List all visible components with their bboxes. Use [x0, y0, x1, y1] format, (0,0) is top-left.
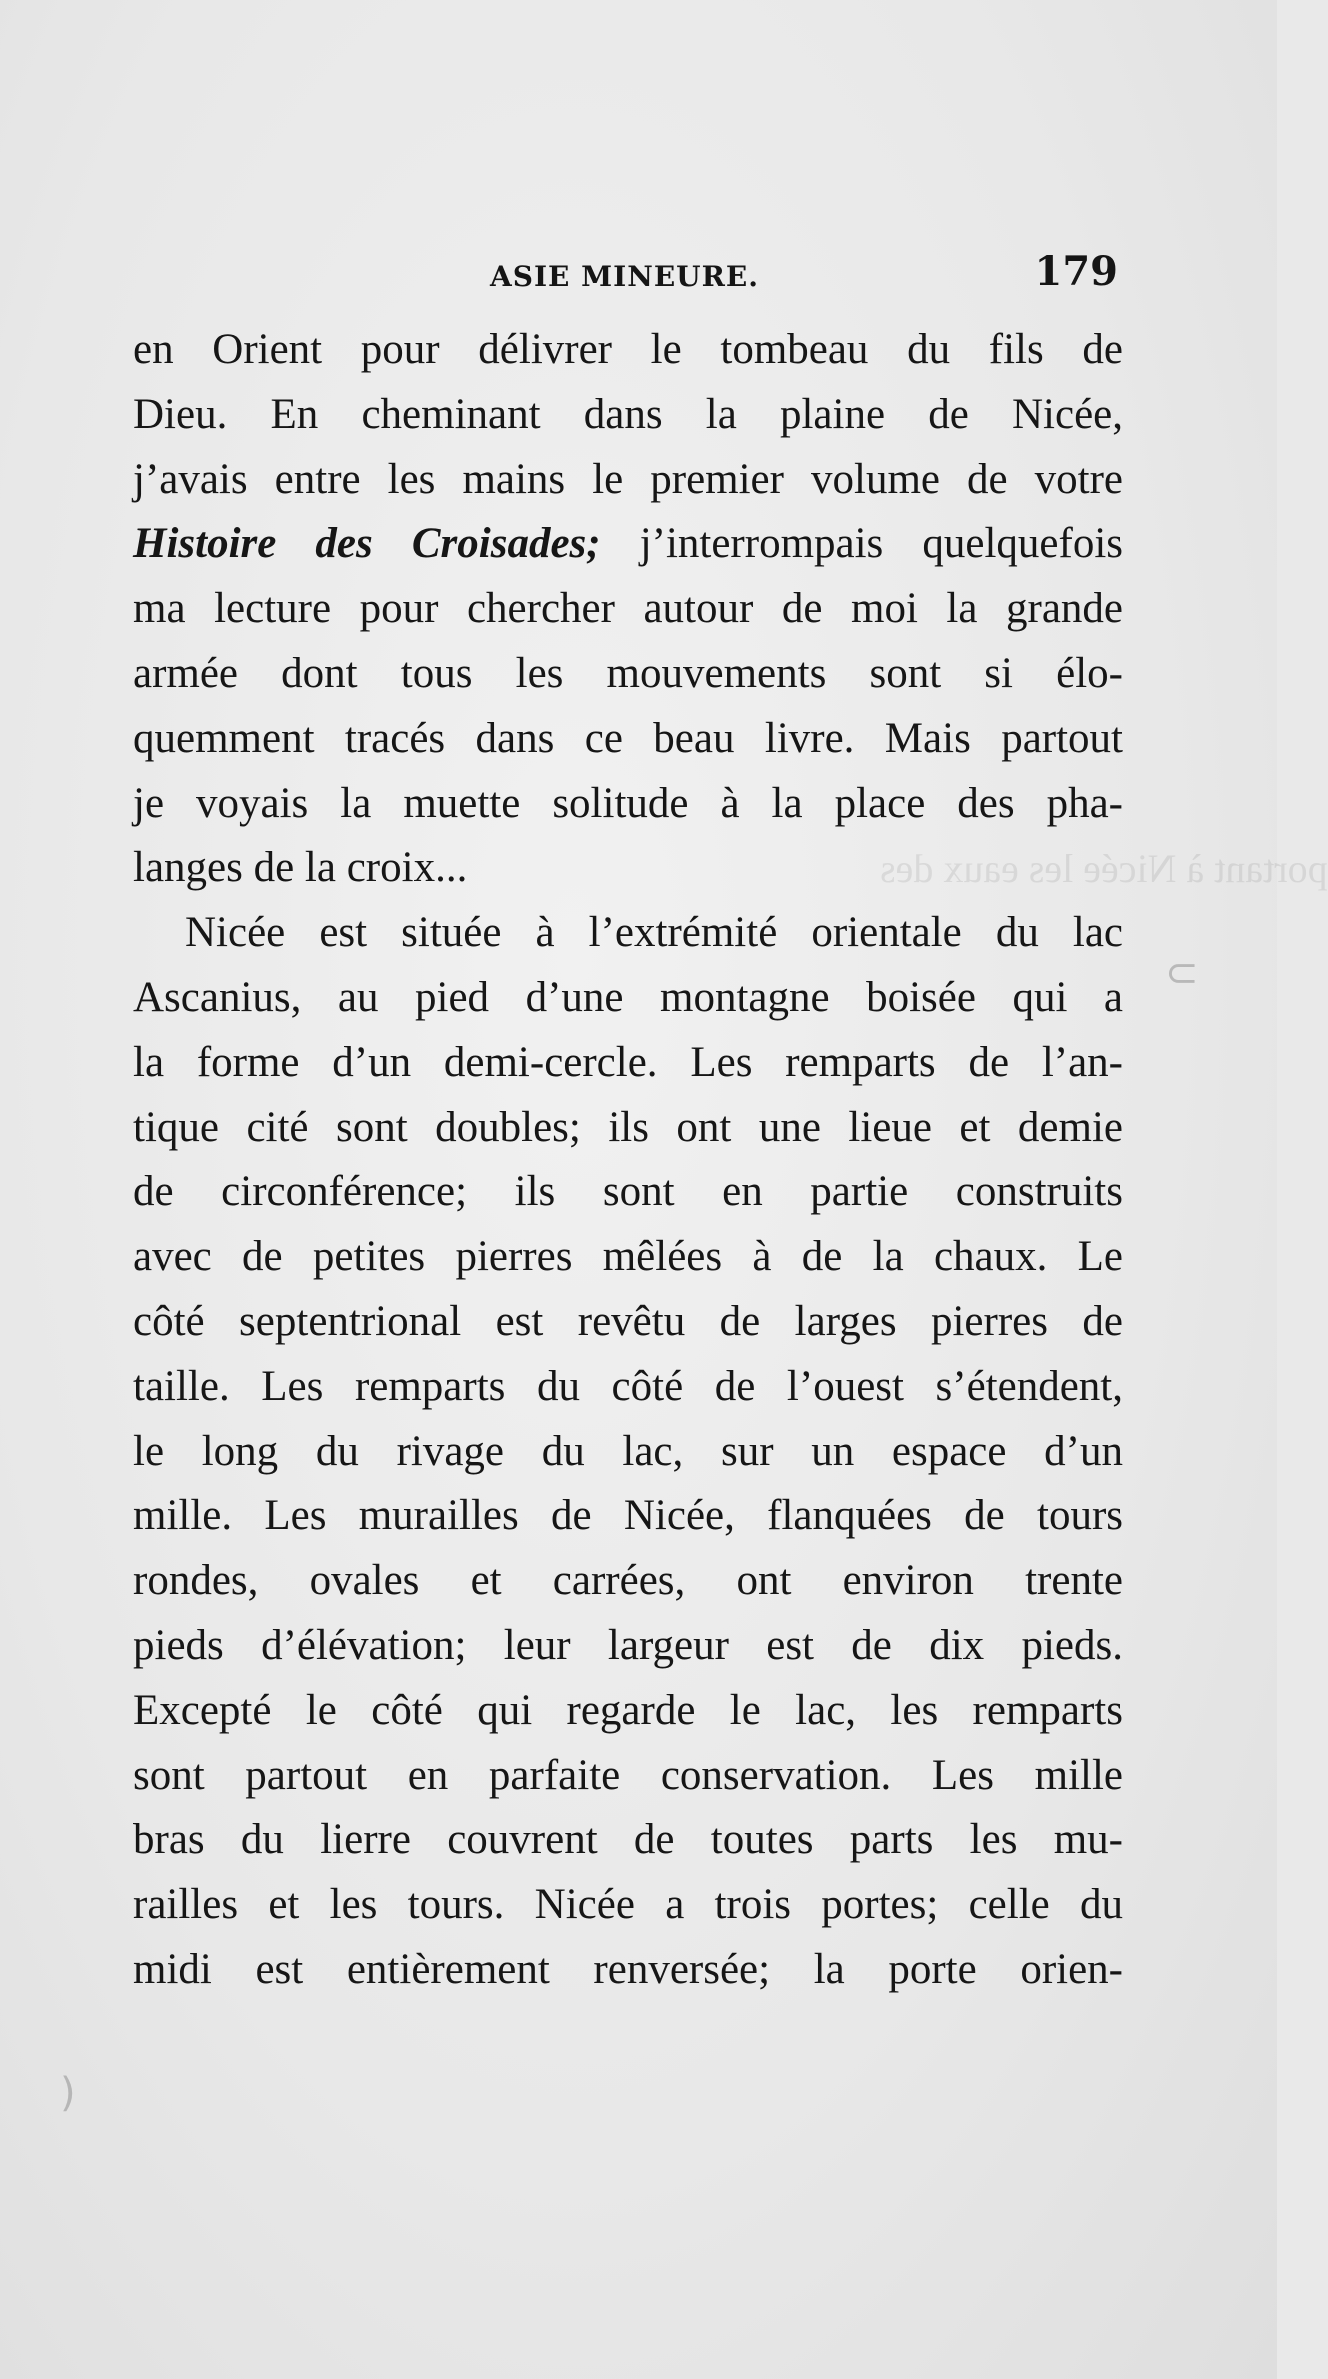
margin-mark: ⊂: [1165, 950, 1199, 996]
text-line: langes de la croix...: [133, 844, 468, 892]
book-title-italic: Histoire des Croisades;: [133, 520, 601, 568]
text-line: taille. Les remparts du côté de l’ouest s’étendent,: [133, 1362, 1123, 1410]
text-line: je voyais la muette solitude à la place des pha-: [133, 779, 1123, 827]
text-line: Excepté le côté qui regarde le lac, les remparts: [133, 1686, 1123, 1734]
text-line: avec de petites pierres mêlées à de la chaux. Le: [133, 1233, 1123, 1281]
text-line: ma lecture pour chercher autour de moi la grande: [133, 585, 1123, 633]
text-line: mille. Les murailles de Nicée, flanquées de tours: [133, 1492, 1123, 1540]
text-line: quemment tracés dans ce beau livre. Mais partout: [133, 714, 1123, 762]
text-line: pieds d’élévation; leur largeur est de dix pieds.: [133, 1621, 1123, 1669]
text-line: [133, 512, 1123, 577]
text-line: la forme d’un demi-cercle. Les remparts de l’an-: [133, 1038, 1123, 1086]
page-header: [130, 248, 1128, 308]
text-line: en Orient pour délivrer le tombeau du fils de: [133, 326, 1123, 373]
page-number: 179: [1034, 248, 1118, 295]
text-line: rondes, ovales et carrées, ont environ trente: [133, 1557, 1123, 1605]
paragraph-first-line: Nicée est située à l’extrémité orientale du lac: [185, 909, 1123, 957]
margin-mark: ): [60, 2070, 76, 2116]
running-head: ASIE MINEURE.: [490, 260, 759, 293]
text-line: bras du lierre couvrent de toutes parts les mu-: [133, 1816, 1123, 1864]
text-line: j’avais entre les mains le premier volume de votre: [133, 455, 1123, 503]
text-line: Dieu. En cheminant dans la plaine de Nicée,: [133, 390, 1123, 438]
text-line: Ascanius, au pied d’une montagne boisée qui a: [133, 973, 1123, 1021]
text-line: midi est entièrement renversée; la porte orien-: [133, 1945, 1123, 1993]
text-line: le long du rivage du lac, sur un espace d’un: [133, 1427, 1123, 1475]
text-line: tique cité sont doubles; ils ont une lieue et demie: [133, 1103, 1123, 1151]
text-line: de circonférence; ils sont en partie construits: [133, 1168, 1123, 1216]
text-line: armée dont tous les mouvements sont si élo-: [133, 649, 1123, 697]
text-line: côté septentrional est revêtu de larges pierres de: [133, 1297, 1123, 1345]
text-segment: j’interrompais quelquefois: [600, 520, 1123, 568]
text-line: railles et les tours. Nicée a trois portes; celle du: [133, 1881, 1123, 1929]
text-line: sont partout en parfaite conservation. Les mille: [133, 1751, 1123, 1799]
bleed-through-text: portant à Nicée les eaux des: [880, 846, 1328, 891]
page-body: [133, 318, 1123, 2003]
